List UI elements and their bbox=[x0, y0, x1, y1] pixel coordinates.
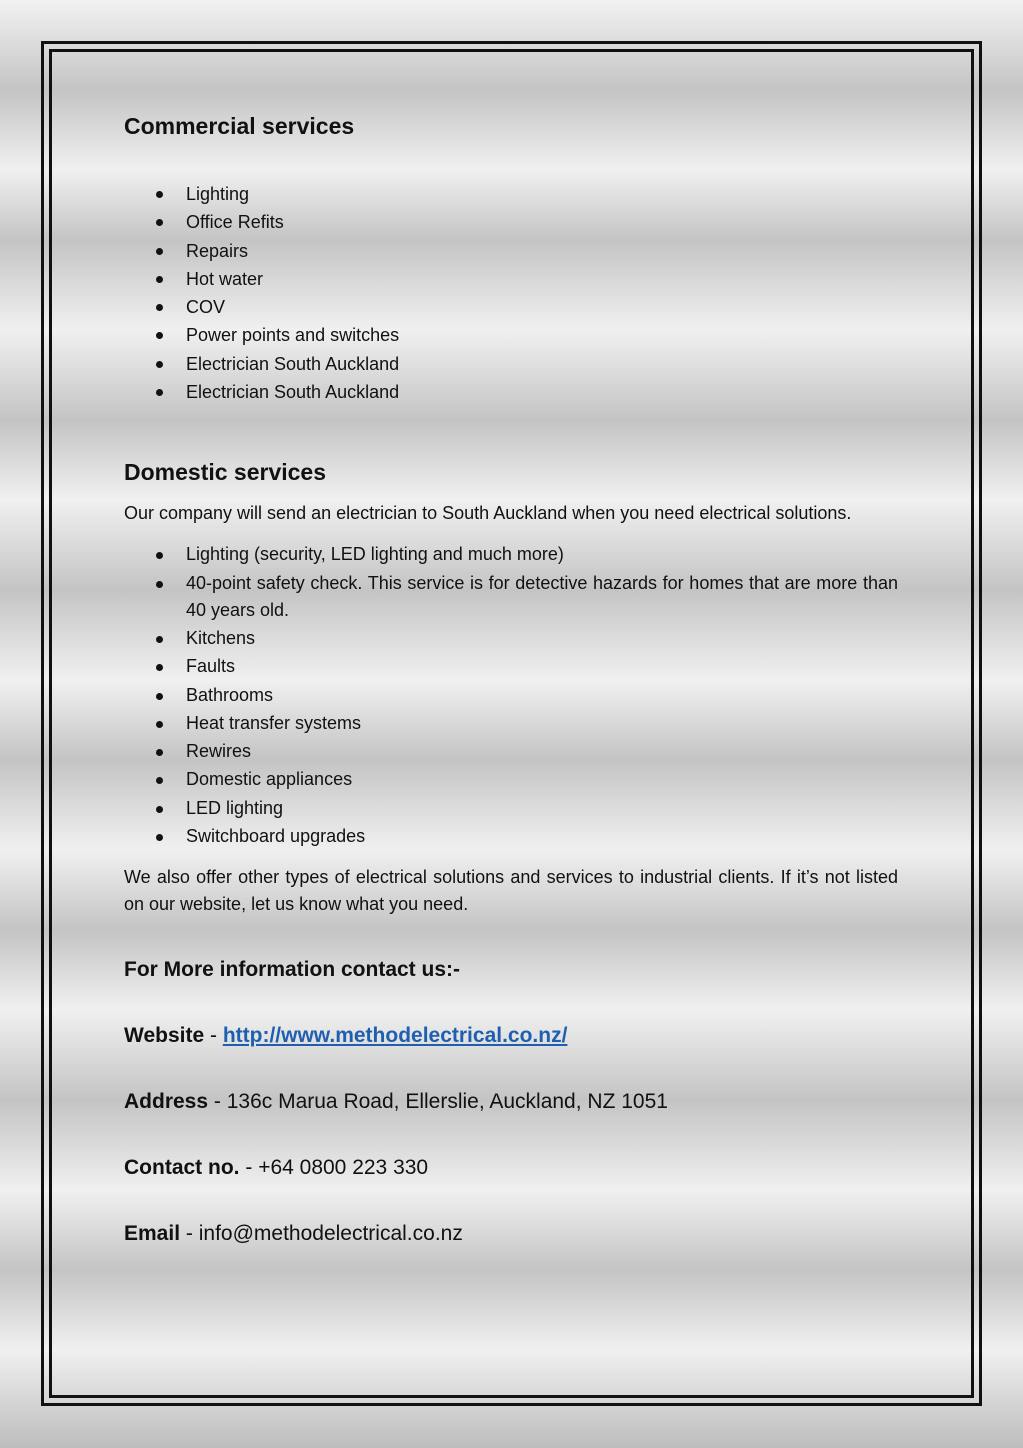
bullet-icon bbox=[156, 219, 163, 226]
list-item: Electrician South Auckland bbox=[124, 350, 898, 378]
list-item: Faults bbox=[124, 653, 898, 680]
bullet-icon bbox=[156, 834, 163, 841]
list-item: Electrician South Auckland bbox=[124, 378, 898, 406]
separator: - bbox=[209, 1024, 217, 1048]
address-value: 136c Marua Road, Ellerslie, Auckland, NZ 1051 bbox=[226, 1090, 668, 1114]
bullet-icon bbox=[156, 276, 163, 283]
list-item: Domestic appliances bbox=[124, 766, 898, 793]
document-content bbox=[124, 110, 898, 1248]
bullet-icon bbox=[156, 304, 163, 311]
list-item: Switchboard upgrades bbox=[124, 823, 898, 850]
list-item: Rewires bbox=[124, 738, 898, 765]
phone-line bbox=[124, 1154, 898, 1182]
email-label: Email bbox=[124, 1222, 181, 1246]
website-line bbox=[124, 1022, 898, 1050]
list-item: Power points and switches bbox=[124, 321, 898, 349]
bullet-icon bbox=[156, 636, 163, 643]
bullet-icon bbox=[156, 721, 163, 728]
domestic-services-heading: Domestic services bbox=[124, 459, 327, 486]
list-item: Kitchens bbox=[124, 625, 898, 652]
bullet-icon bbox=[156, 332, 163, 339]
list-item: LED lighting bbox=[124, 795, 898, 822]
list-item: Hot water bbox=[124, 265, 898, 293]
email-value: info@methodelectrical.co.nz bbox=[198, 1222, 463, 1246]
website-label: Website bbox=[124, 1024, 205, 1048]
list-item: Heat transfer systems bbox=[124, 710, 898, 737]
list-item: Lighting bbox=[124, 180, 898, 208]
domestic-intro-paragraph: Our company will send an electrician to South Auckland when you need electrical solutions. bbox=[124, 503, 852, 524]
bullet-icon bbox=[156, 777, 163, 784]
domestic-services-list bbox=[124, 541, 898, 850]
phone-value: +64 0800 223 330 bbox=[258, 1156, 429, 1180]
bullet-icon bbox=[156, 248, 163, 255]
list-item: COV bbox=[124, 293, 898, 321]
closing-paragraph: We also offer other types of electrical solutions and services to industrial clients. If it’s not listed on our website, let us know what you need. bbox=[124, 867, 898, 915]
phone-label: Contact no. bbox=[124, 1156, 240, 1180]
bullet-icon bbox=[156, 389, 163, 396]
bullet-icon bbox=[156, 552, 163, 559]
separator: - bbox=[245, 1156, 253, 1180]
address-label: Address bbox=[124, 1090, 209, 1114]
bullet-icon bbox=[156, 191, 163, 198]
list-item: 40-point safety check. This service is for detective hazards for homes that are more than 40 years old. bbox=[124, 570, 898, 624]
website-link[interactable]: http://www.methodelectrical.co.nz/ bbox=[222, 1024, 568, 1048]
separator: - bbox=[213, 1090, 221, 1114]
bullet-icon bbox=[156, 581, 163, 588]
bullet-icon bbox=[156, 806, 163, 813]
commercial-services-heading: Commercial services bbox=[124, 113, 355, 139]
bullet-icon bbox=[156, 693, 163, 700]
commercial-services-list bbox=[124, 180, 898, 406]
address-line bbox=[124, 1088, 898, 1116]
bullet-icon bbox=[156, 361, 163, 368]
list-item: Repairs bbox=[124, 237, 898, 265]
separator: - bbox=[185, 1222, 193, 1246]
contact-heading: For More information contact us:- bbox=[124, 958, 460, 982]
list-item: Office Refits bbox=[124, 208, 898, 236]
bullet-icon bbox=[156, 749, 163, 756]
list-item: Lighting (security, LED lighting and much more) bbox=[124, 541, 898, 568]
email-line bbox=[124, 1220, 898, 1248]
bullet-icon bbox=[156, 664, 163, 671]
list-item: Bathrooms bbox=[124, 682, 898, 709]
